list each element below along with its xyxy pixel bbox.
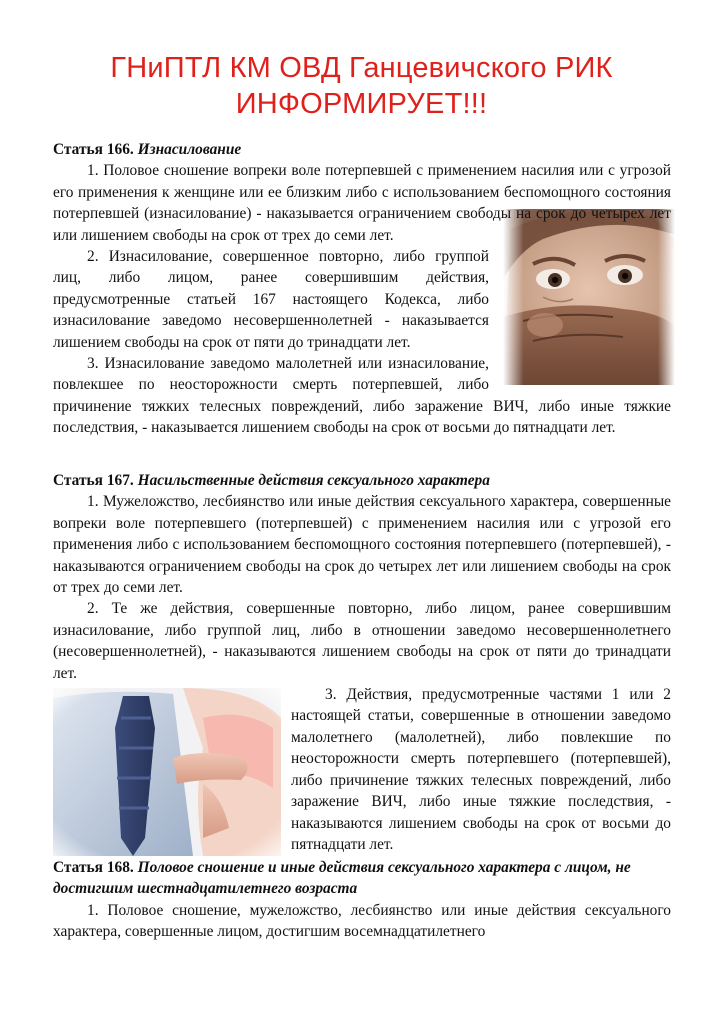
paragraph-1: 1. Мужеложство, лесбиянство или иные действия сексуального характера, совершенные вопреки воле потерпевшего (потерпевшей) с применением насилия или с угрозой его применения либо с использованием беспомощного состояния потерпевшего (потерпевшей), - наказываются ограничением свободы на срок до четырех лет или лишением свободы на срок от трех до семи лет.: [53, 493, 671, 597]
child-photo: [503, 209, 675, 385]
title-line-1: ГНиПТЛ КМ ОВД Ганцевичского РИК: [110, 52, 613, 84]
paragraph-2: 2. Те же действия, совершенные повторно, либо лицом, ранее совершившим изнасилование, либо группой лиц, либо в отношении заведомо несовершеннолетнего (несовершеннолетней), - наказываются лишением свободы на срок от пяти до тринадцати лет.: [53, 600, 671, 682]
article-title: Изнасилование: [137, 141, 242, 158]
paragraph-1: 1. Половое сношение, мужеложство, лесбиянство или иные действия сексуального характера, совершенные лицом, достигшим восемнадцатилетнего: [53, 901, 671, 941]
paragraph-3: 3. Действия, предусмотренные частями 1 или 2 настоящей статьи, совершенные в отношении заведомо малолетнего (малолетней), либо повлекшие по неосторожности смерть потерпевшего (потерпевшей), либо причинение тяжких телесных повреждений, либо заражение ВИЧ, либо иные тяжкие последствия, - наказываются лишением свободы на срок от восьми до пятнадцати лет.: [291, 686, 671, 853]
article-label: Статья 168.: [53, 859, 134, 876]
title-line-2: ИНФОРМИРУЕТ!!!: [235, 88, 488, 120]
paragraph-3: 3. Изнасилование заведомо малолетней или изнасилование, повлекшее по неосторожности смерть потерпевшей, либо причинение тяжких телесных повреждений, либо заражение ВИЧ, либо иные тяжкие последствия, - наказывается лишением свободы на срок от восьми до пятнадцати лет.: [53, 355, 671, 437]
article-167: [53, 470, 671, 860]
article-heading: [53, 857, 671, 900]
paragraph-1: 1. Половое сношение вопреки воле потерпевшей с применением насилия или с угрозой его применения к женщине или ее близким либо с использованием беспомощного состояния потерпевшей (изнасилование) - наказывается ограничением свободы на срок до четырех лет или лишением свободы на срок от трех до семи лет.: [53, 162, 671, 244]
child-face-photo-image: [503, 209, 675, 385]
article-label: Статья 166.: [53, 141, 134, 158]
man-child-photo: [53, 688, 281, 856]
article-title: Половое сношение и иные действия сексуального характера с лицом, не достигшим шестнадцатилетнего возраста: [53, 859, 631, 898]
page-title: [0, 50, 723, 122]
article-label: Статья 167.: [53, 472, 134, 489]
article-heading: [53, 139, 671, 160]
man-tie-photo-image: [53, 688, 281, 856]
article-168: [53, 857, 671, 943]
article-166: [53, 139, 671, 439]
article-title: Насильственные действия сексуального характера: [137, 472, 490, 489]
article-heading: [53, 470, 671, 491]
paragraph-2: 2. Изнасилование, совершенное повторно, либо группой лиц, либо лицом, ранее совершившим действия, предусмотренные статьей 167 настоящего Кодекса, либо изнасилование заведомо несовершеннолетней - наказывается лишением свободы на срок от пяти до тринадцати лет.: [53, 248, 489, 351]
